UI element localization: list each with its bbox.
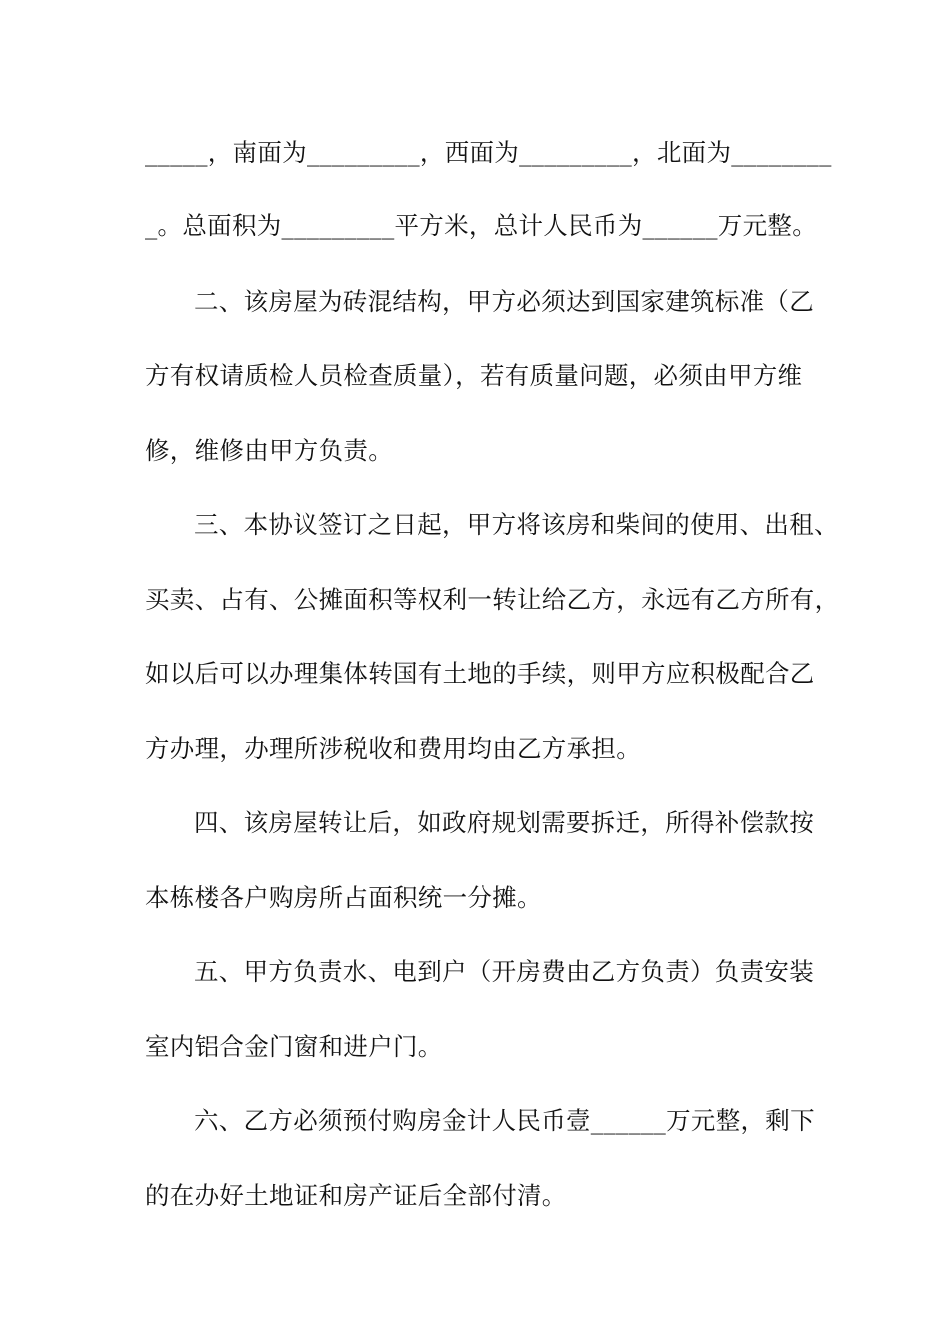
paragraph-start-line: 六、乙方必须预付购房金计人民币壹______万元整，剩下 — [194, 1106, 815, 1135]
text-line: _。总面积为_________平方米，总计人民币为______万元整。 — [145, 211, 817, 240]
paragraph-start-line: 五、甲方负责水、电到户（开房费由乙方负责）负责安装 — [194, 957, 814, 986]
text-line: _____，南面为_________，西面为_________，北面为________ — [145, 138, 832, 167]
paragraph-start-line: 三、本协议签订之日起，甲方将该房和柴间的使用、出租、 — [194, 510, 839, 539]
text-line: 方有权请质检人员检查质量），若有质量问题，必须由甲方维 — [145, 361, 803, 390]
text-line: 方办理，办理所涉税收和费用均由乙方承担。 — [145, 734, 641, 763]
text-line: 的在办好土地证和房产证后全部付清。 — [145, 1181, 567, 1210]
paragraph-start-line: 二、该房屋为砖混结构，甲方必须达到国家建筑标准（乙 — [194, 287, 814, 316]
text-line: 本栋楼各户购房所占面积统一分摊。 — [145, 883, 542, 912]
text-line: 室内铝合金门窗和进户门。 — [145, 1032, 443, 1061]
text-line: 修，维修由甲方负责。 — [145, 436, 393, 465]
text-line: 如以后可以办理集体转国有土地的手续，则甲方应积极配合乙 — [145, 659, 815, 688]
text-line: 买卖、占有、公摊面积等权利一转让给乙方，永远有乙方所有， — [145, 585, 840, 614]
paragraph-start-line: 四、该房屋转让后，如政府规划需要拆迁，所得补偿款按 — [194, 808, 814, 837]
